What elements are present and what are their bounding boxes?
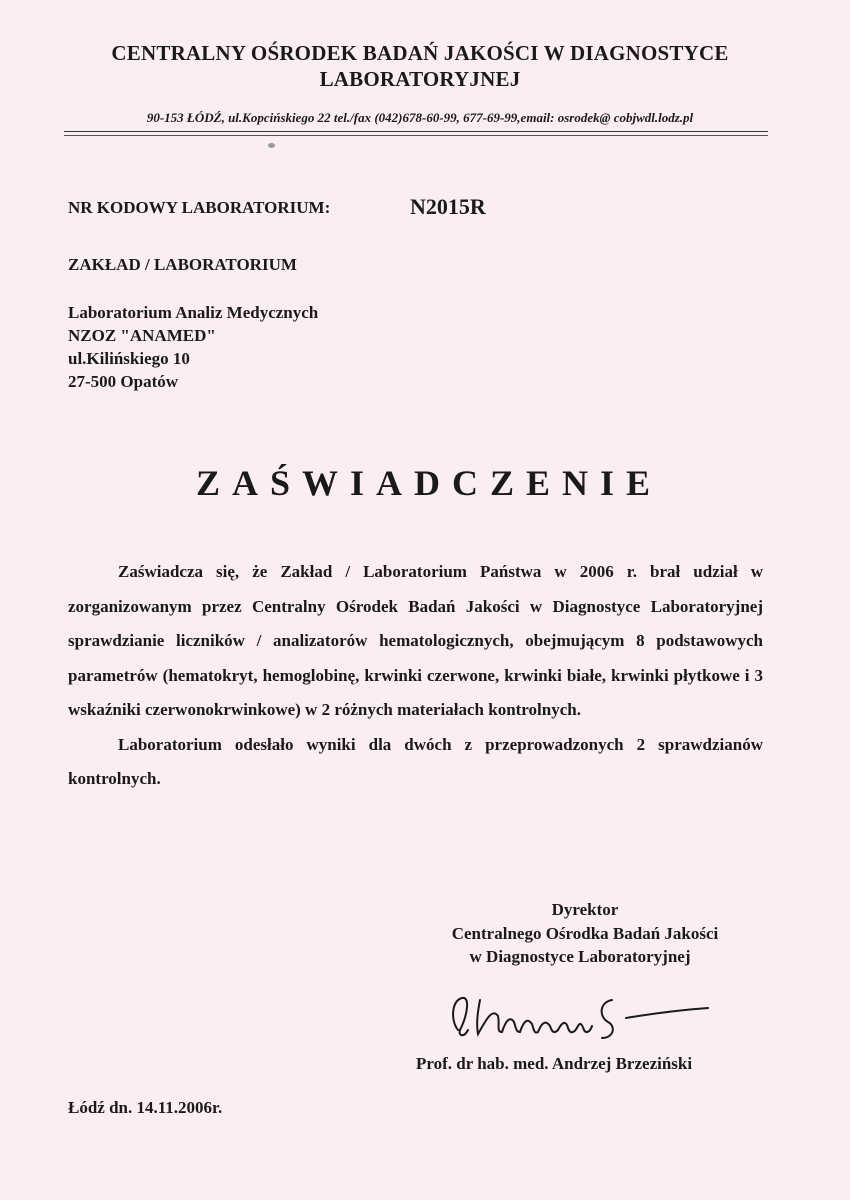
ink-speck: [268, 143, 275, 148]
body-paragraph-1: Zaświadcza się, że Zakład / Laboratorium Państwa w 2006 r. brał udział w zorganizowanym przez Centralny Ośrodek Badań Jakości w Diagnostyce Laboratoryjnej sprawdzianie liczników / analizatorów hematologicznych, obejmującym 8 podstawowych parametrów (hematokryt, hemoglobinę, krwinki czerwone, krwinki białe, krwinki płytkowe i 3 wskaźniki czerwonokrwinkowe) w 2 różnych materiałach kontrolnych.: [68, 562, 763, 719]
signer-institution-line1: Centralnego Ośrodka Badań Jakości: [451, 923, 719, 943]
org-address: 90-153 ŁÓDŹ, ul.Kopcińskiego 22 tel./fax (042)678-60-99, 677-69-99,email: osrodek@ cobjwdl.lodz.pl: [146, 110, 694, 125]
signature-block: [400, 898, 770, 969]
lab-name: Laboratorium Analiz Medycznych: [68, 303, 319, 322]
lab-street: ul.Kilińskiego 10: [68, 349, 190, 368]
letterhead: [60, 40, 780, 92]
handwritten-signature: [440, 980, 740, 1050]
lab-city: 27-500 Opatów: [68, 372, 179, 391]
signer-role: Dyrektor: [551, 900, 619, 919]
lab-code-label: NR KODOWY LABORATORIUM:: [68, 198, 331, 217]
lab-address-block: [68, 301, 318, 393]
lab-org: NZOZ "ANAMED": [68, 326, 216, 345]
org-name-line2: LABORATORYJNEJ: [319, 67, 521, 91]
lab-code-value: N2015R: [410, 194, 486, 219]
body-paragraph-2: Laboratorium odesłało wyniki dla dwóch z przeprowadzonych 2 sprawdzianów kontrolnych.: [68, 734, 763, 788]
document-body: [68, 555, 763, 797]
lab-heading: ZAKŁAD / LABORATORIUM: [68, 255, 297, 274]
document-date: Łódź dn. 14.11.2006r.: [68, 1098, 223, 1117]
document-title: ZAŚWIADCZENIE: [195, 463, 663, 503]
signer-institution-line2: w Diagnostyce Laboratoryjnej: [469, 947, 691, 966]
header-rule: [64, 131, 768, 132]
signer-name: Prof. dr hab. med. Andrzej Brzeziński: [416, 1054, 693, 1073]
org-name-line1: CENTRALNY OŚRODEK BADAŃ JAKOŚCI W DIAGNOSTYCE: [111, 41, 729, 65]
header-rule-secondary: [64, 135, 768, 136]
